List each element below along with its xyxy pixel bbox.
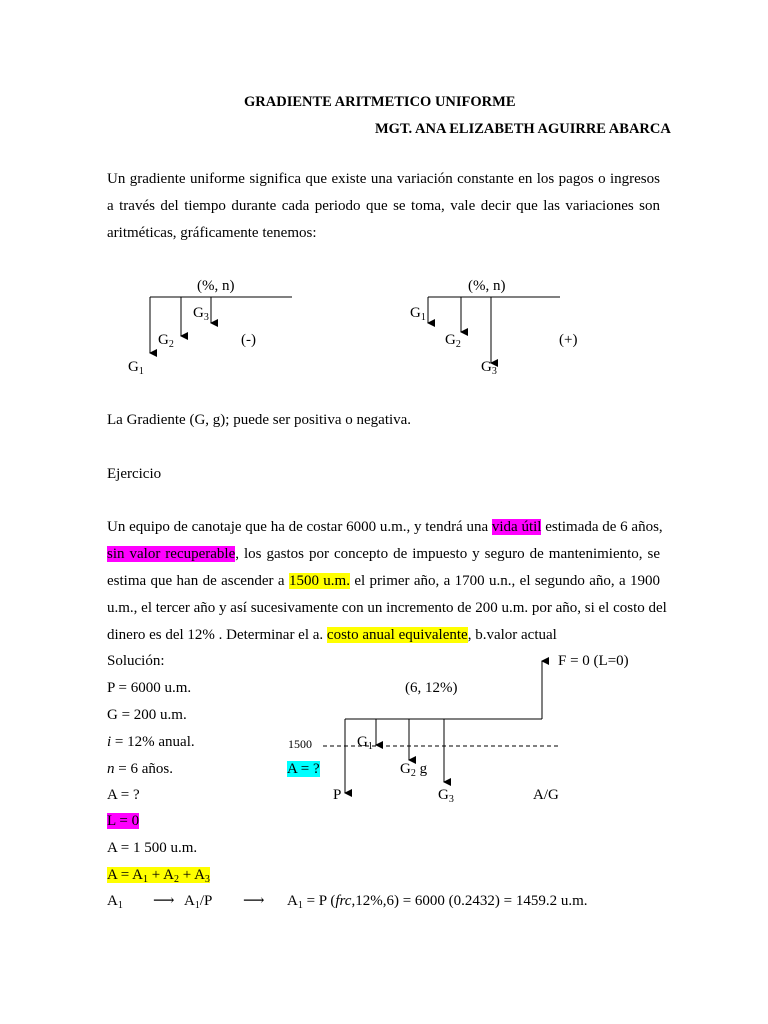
pos-g1-label: $G_1$ <box>410 305 426 323</box>
solution-g: G = 200 u.m. <box>107 707 187 723</box>
intro-line-3: aritméticas, gráficamente tenemos: <box>107 225 317 241</box>
gradient-note: La Gradiente (G, g); puede ser positiva o negativa. <box>107 412 412 428</box>
problem-line-4: u.m., el tercer año y así sucesivamente con un incremento de 200 u.m. por año, si el costo del <box>107 600 667 616</box>
solution-i: i = 12% anual. <box>107 734 195 750</box>
pos-sign: (+) <box>559 332 578 348</box>
pos-g3-label: $G_3$ <box>481 359 497 377</box>
solution-rate-label: (6, 12%) <box>405 680 458 696</box>
solution-1500-label: 1500 <box>288 737 312 751</box>
problem-line-1: Un equipo de canotaje que ha de costar 6000 u.m., y tendrá una vida útil estimada de 6 años, <box>107 519 663 535</box>
document-title: GRADIENTE ARITMETICO UNIFORME <box>244 94 516 110</box>
solution-p-label: P <box>333 787 342 803</box>
author-line: MGT. ANA ELIZABETH AGUIRRE ABARCA <box>375 121 671 137</box>
solution-a-query: A = ? <box>287 761 320 777</box>
highlight-1500: 1500 u.m. <box>288 573 350 589</box>
solution-g1-label: $G_1$ <box>357 734 373 752</box>
solution-sum: $A = A_1 + A_2 + A_3$ <box>107 867 210 885</box>
neg-sign: (-) <box>241 332 256 348</box>
solution-n: n = 6 años. <box>107 761 173 777</box>
solution-a1-equation: $A_1 = P$ (frc,12%,6) = 6000 (0.2432) = 1459.2 u.m. <box>287 893 588 911</box>
solution-l: L = 0 <box>107 813 140 829</box>
solution-ag-label: A/G <box>533 787 559 803</box>
solution-g2-label: $G_2$ g <box>400 761 428 779</box>
pos-rate-label: (%, n) <box>468 278 506 294</box>
solution-a: A = ? <box>107 787 140 803</box>
neg-rate-label: (%, n) <box>197 278 235 294</box>
highlight-costo-anual: costo anual equivalente <box>326 627 468 643</box>
intro-line-1: Un gradiente uniforme significa que existe una variación constante en los pagos o ingresos <box>107 171 660 187</box>
arrow-1: ⟶ <box>153 893 175 909</box>
highlight-sin-valor: sin valor recuperable <box>107 546 236 562</box>
problem-line-3: estima que han de ascender a 1500 u.m. el primer año, a 1700 u.n., el segundo año, a 1900 <box>107 573 661 589</box>
solution-a1-over-p: $A_1/P$ <box>184 893 213 911</box>
neg-g3-label: $G_3$ <box>193 305 209 323</box>
neg-g1-label: $G_1$ <box>128 359 144 377</box>
solution-heading: Solución: <box>107 653 165 669</box>
highlight-vida-util: vida útil <box>491 519 542 535</box>
arrow-2: ⟶ <box>243 893 265 909</box>
problem-line-2: sin valor recuperable, los gastos por concepto de impuesto y seguro de mantenimiento, se <box>107 546 660 562</box>
solution-g3-label: $G_3$ <box>438 787 454 805</box>
solution-a1-label: $A_1$ <box>107 893 123 911</box>
solution-f-label: F = 0 (L=0) <box>558 653 629 669</box>
intro-line-2: a través del tiempo durante cada periodo que se toma, vale decir que las variaciones son <box>107 198 660 214</box>
neg-g2-label: $G_2$ <box>158 332 174 350</box>
positive-gradient-diagram <box>428 297 560 363</box>
pos-g2-label: $G_2$ <box>445 332 461 350</box>
exercise-heading: Ejercicio <box>107 466 162 482</box>
problem-line-5: dinero es del 12% . Determinar el a. costo anual equivalente, b.valor actual <box>107 627 557 643</box>
solution-a-1500: A = 1 500 u.m. <box>107 840 198 856</box>
solution-p: P = 6000 u.m. <box>107 680 192 696</box>
